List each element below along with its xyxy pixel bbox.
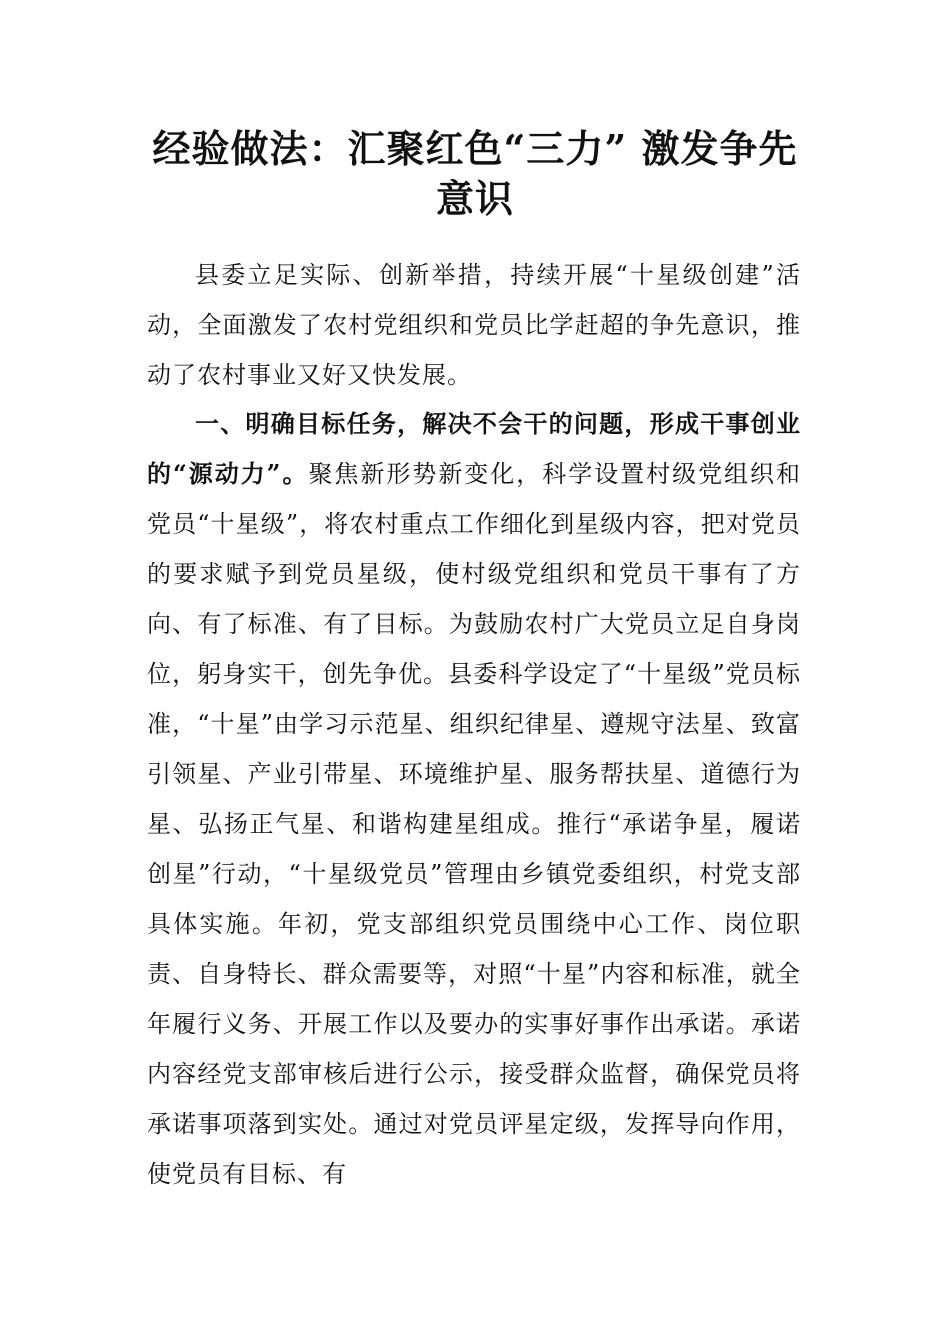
document-title: 经验做法：汇聚红色“三力” 激发争先意识 — [152, 126, 798, 221]
section-1-paragraph — [147, 399, 801, 1199]
section-1-text: 聚焦新形势新变化，科学设置村级党组织和党员“十星级”，将农村重点工作细化到星级内容，把对党员的要求赋予到党员星级，使村级党组织和党员干事有了方向、有了标准、有了目标。为鼓励农村广大党员立足自身岗位，躬身实干，创先争优。县委科学设定了“十星级”党员标准，“十星”由学习示范星、组织纪律星、遵规守法星、致富引领星、产业引带星、环境维护星、服务帮扶星、道德行为星、弘扬正气星、和谐构建星组成。推行“承诺争星，履诺创星”行动，“十星级党员”管理由乡镇党委组织，村党支部具体实施。年初，党支部组织党员围绕中心工作、岗位职责、自身特长、群众需要等，对照“十星”内容和标准，就全年履行义务、开展工作以及要办的实事好事作出承诺。承诺内容经党支部审核后进行公示，接受群众监督，确保党员将承诺事项落到实处。通过对党员评星定级，发挥导向作用，使党员有目标、有 — [147, 460, 802, 1188]
intro-paragraph: 县委立足实际、创新举措，持续开展“十星级创建”活动，全面激发了农村党组织和党员比学赶超的争先意识，推动了农村事业又好又快发展。 — [147, 261, 801, 389]
section-1-heading: 一、明确目标任务，解决不会干的问题，形成干事创业的“源动力”。 — [147, 409, 801, 488]
